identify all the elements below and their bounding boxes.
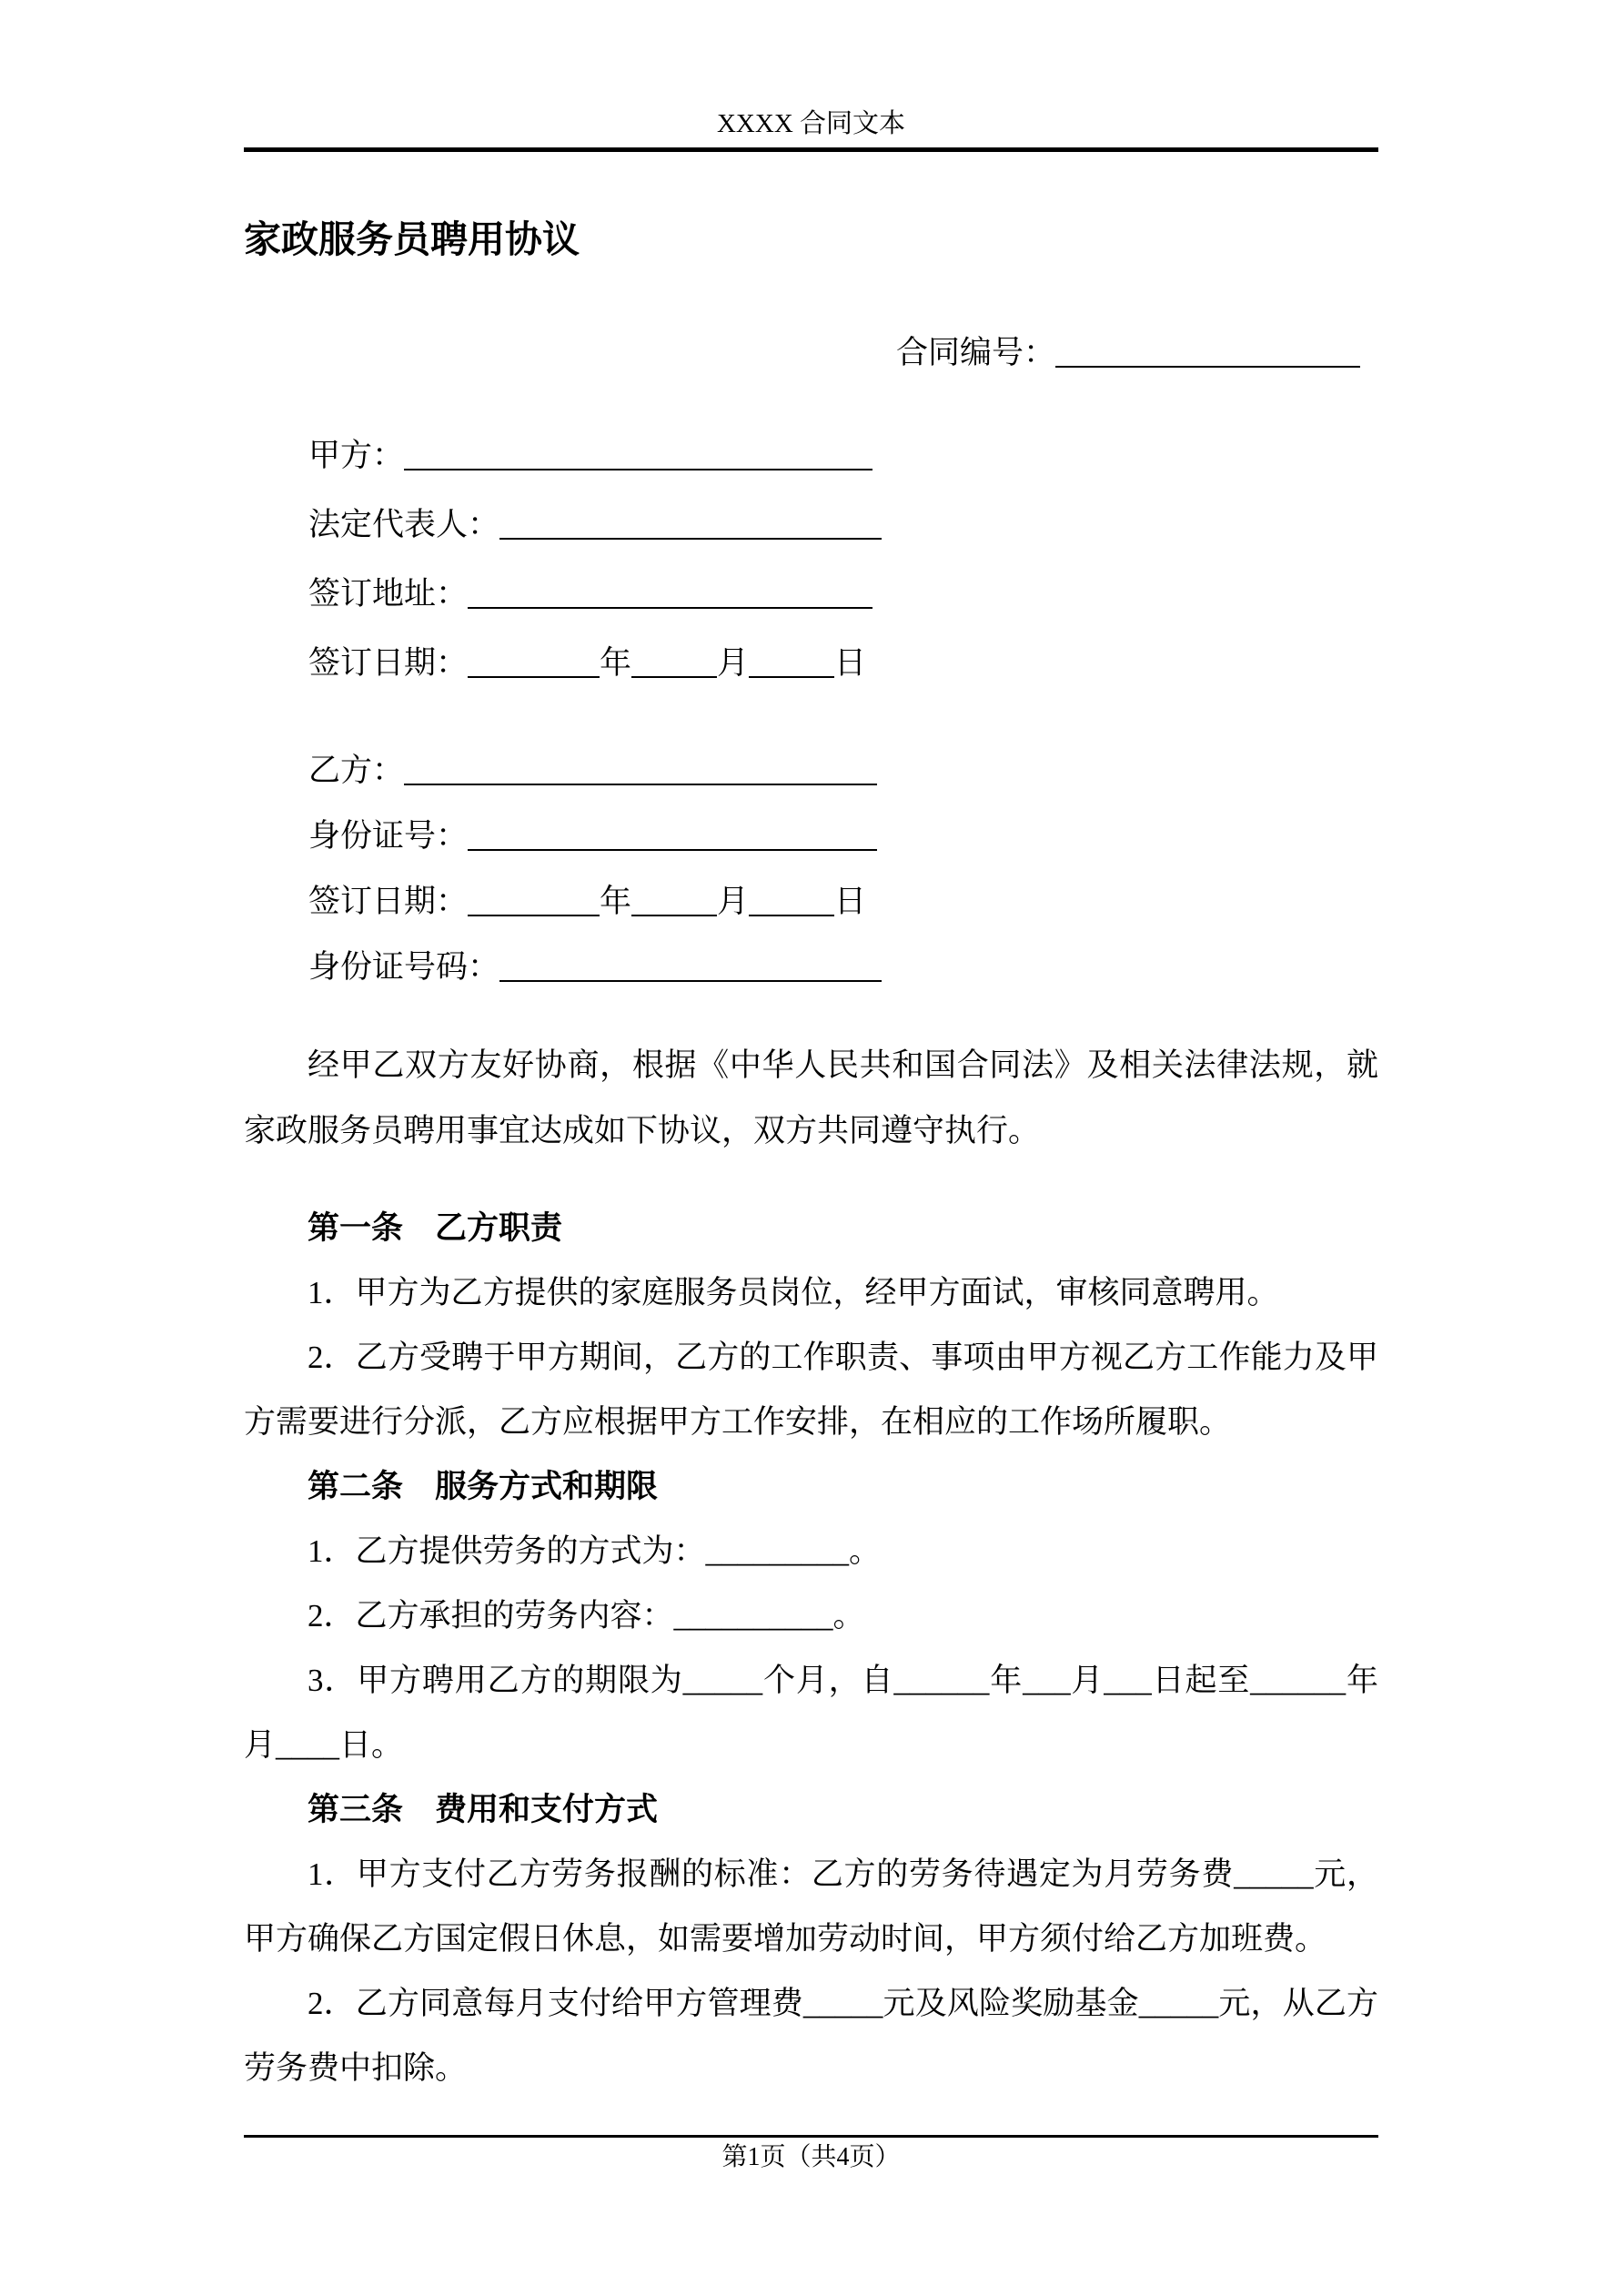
- party-a-rep-row: [244, 491, 1378, 560]
- contract-sections: [244, 1196, 1378, 2100]
- section-2-item: 3．甲方聘用乙方的期限为_____个月，自______年___月___日起至______年月____日。: [244, 1663, 1378, 1763]
- party-a-rep-label: 法定代表人：: [308, 507, 500, 542]
- page-number-label: 第1页（共4页）: [721, 2143, 901, 2171]
- party-b-id-code-row: [244, 935, 1378, 1000]
- section-3-heading: 第三条 费用和支付方式: [308, 1792, 659, 1827]
- party-a-rep-blank: [499, 506, 882, 540]
- party-a-date-day-blank: [749, 644, 834, 678]
- party-a-date-year-blank: [468, 644, 600, 678]
- party-b-date-month-blank: [631, 883, 717, 916]
- party-a-name-label: 甲方：: [308, 438, 405, 473]
- contract-no-blank: [1055, 334, 1360, 368]
- party-b-date-day-blank: [749, 883, 834, 916]
- section-2-item: 2．乙方承担的劳务内容：__________。: [308, 1598, 865, 1633]
- section-1-heading: 第一条 乙方职责: [308, 1210, 563, 1246]
- header-rule: [244, 147, 1378, 152]
- party-a-date-label: 签订日期：: [308, 645, 469, 681]
- party-a-block: [244, 421, 1378, 698]
- month-unit-label: 月: [717, 645, 750, 681]
- month-unit-label: 月: [717, 884, 750, 919]
- party-a-date-month-blank: [631, 644, 717, 678]
- party-b-name-label: 乙方：: [308, 753, 405, 788]
- day-unit-label: 日: [834, 645, 867, 681]
- party-b-date-year-blank: [468, 883, 600, 916]
- party-b-id-row: [244, 804, 1378, 869]
- day-unit-label: 日: [834, 884, 867, 919]
- party-a-address-row: [244, 560, 1378, 629]
- year-unit-label: 年: [600, 884, 632, 919]
- party-b-id-label: 身份证号：: [308, 818, 469, 854]
- page-header-label: XXXX 合同文本: [716, 109, 906, 138]
- party-b-id-code-label: 身份证号码：: [308, 949, 500, 985]
- section-3-item: 1．甲方支付乙方劳务报酬的标准：乙方的劳务待遇定为月劳务费_____元，甲方确保乙方国定假日休息，如需要增加劳动时间，甲方须付给乙方加班费。: [244, 1856, 1378, 1957]
- section-2-heading: 第二条 服务方式和期限: [308, 1469, 659, 1504]
- party-b-date-row: [244, 869, 1378, 935]
- section-1-item: 1．甲方为乙方提供的家庭服务员岗位，经甲方面试，审核同意聘用。: [308, 1275, 1279, 1310]
- party-b-id-blank: [468, 817, 877, 851]
- party-a-address-blank: [468, 575, 873, 609]
- preamble-paragraph: 经甲乙双方友好协商，根据《中华人民共和国合同法》及相关法律法规，就家政服务员聘用事宜达成如下协议，双方共同遵守执行。: [244, 1047, 1378, 1148]
- page-footer: [244, 2135, 1378, 2178]
- party-b-id-code-blank: [499, 948, 882, 982]
- section-3-item: 2．乙方同意每月支付给甲方管理费_____元及风险奖励基金_____元，从乙方劳务费中扣除。: [244, 1986, 1378, 2086]
- party-b-block: [244, 738, 1378, 1000]
- section-1-item: 2．乙方受聘于甲方期间，乙方的工作职责、事项由甲方视乙方工作能力及甲方需要进行分派，乙方应根据甲方工作安排，在相应的工作场所履职。: [244, 1340, 1378, 1440]
- section-2-item: 1．乙方提供劳务的方式为：_________。: [308, 1533, 882, 1569]
- party-a-date-row: [244, 629, 1378, 698]
- party-a-address-label: 签订地址：: [308, 576, 469, 612]
- contract-no-label: 合同编号：: [896, 335, 1056, 370]
- contract-no-row: [244, 332, 1378, 374]
- party-a-name-row: [244, 421, 1378, 491]
- party-b-name-row: [244, 738, 1378, 804]
- party-a-name-blank: [404, 437, 873, 470]
- doc-title: 家政服务员聘用协议: [244, 218, 580, 260]
- party-b-date-label: 签订日期：: [308, 884, 469, 919]
- year-unit-label: 年: [600, 645, 632, 681]
- party-b-name-blank: [404, 752, 877, 785]
